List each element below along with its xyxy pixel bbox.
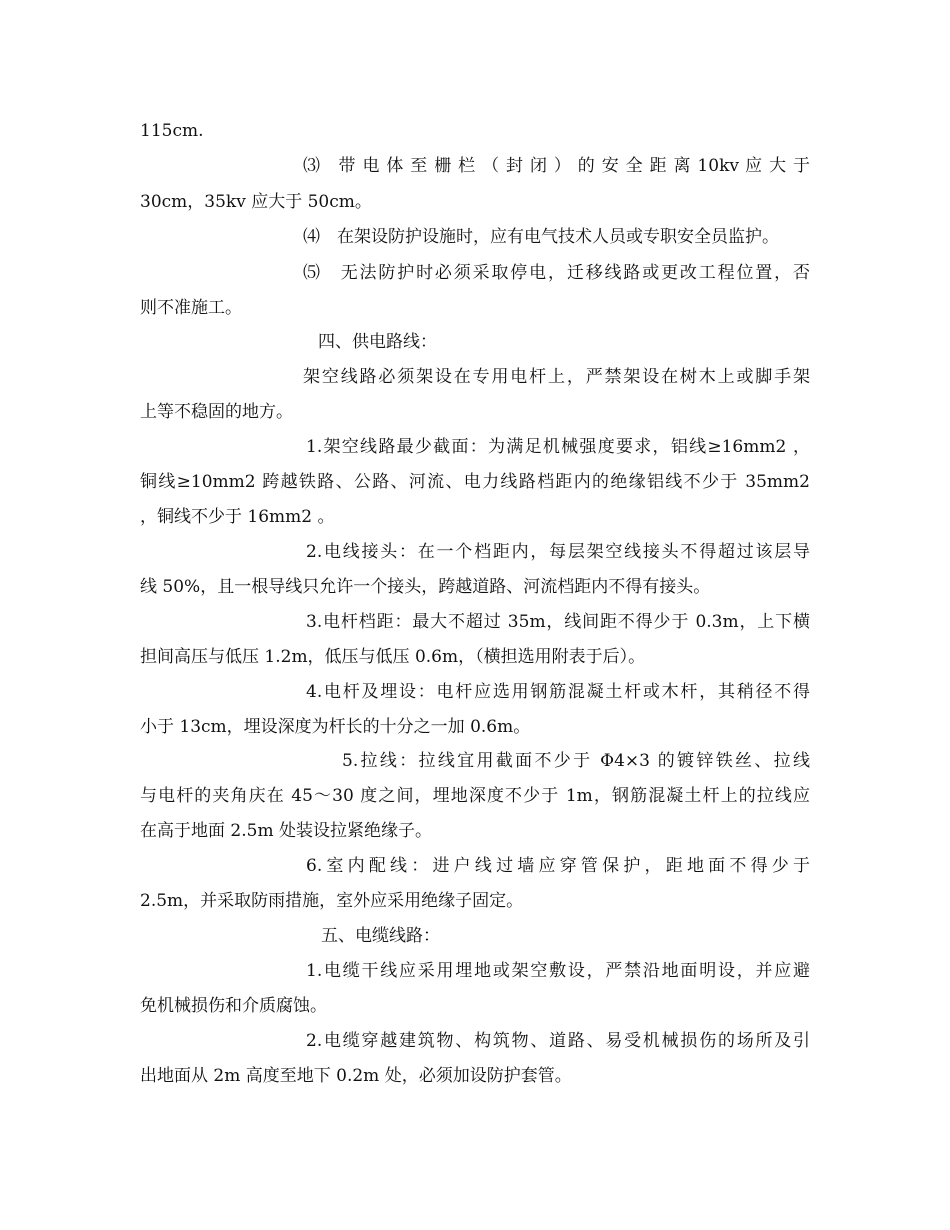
item-1-line: 1.电缆干线应采用埋地或架空敷设，严禁沿地面明设，并应避 [306,961,810,981]
text-line: 在高于地面 2.5m 处装设拉紧绝缘子。 [140,821,432,841]
item-4-line: 4.电杆及埋设：电杆应选用钢筋混凝土杆或木杆，其稍径不得 [306,682,810,702]
text-line: 与电杆的夹角庆在 45～30 度之间，埋地深度不少于 1m，钢筋混凝土杆上的拉线应 [140,786,810,806]
list-item-4: ⑷ 在架设防护设施时，应有电气技术人员或专职安全员监护。 [303,227,779,247]
text-line: 小于 13cm，埋设深度为杆长的十分之一加 0.6m。 [140,717,531,737]
text-line: 2.5m，并采取防雨措施，室外应采用绝缘子固定。 [140,891,524,911]
text-line: 出地面从 2m 高度至地下 0.2m 处，必须加设防护套管。 [140,1066,572,1086]
text-line: 上等不稳固的地方。 [140,402,293,422]
item-2-line: 2.电线接头：在一个档距内，每层架空线接头不得超过该层导 [306,542,810,562]
item-1-line: 1.架空线路最少截面：为满足机械强度要求，铝线≥16mm2 ， [306,437,810,457]
text-line: 免机械损伤和介质腐蚀。 [140,996,327,1016]
section-heading: 五、电缆线路： [321,926,440,946]
list-item-5: ⑸ 无法防护时必须采取停电，迁移线路或更改工程位置，否 [303,263,810,283]
item-6-line: 6.室内配线：进户线过墙应穿管保护，距地面不得少于 [306,856,810,876]
text-line: 线 50%，且一根导线只允许一个接头，跨越道路、河流档距内不得有接头。 [140,577,711,597]
item-2-line: 2.电缆穿越建筑物、构筑物、道路、易受机械损伤的场所及引 [306,1031,810,1051]
text-line: 30cm，35kv 应大于 50cm。 [140,192,372,212]
text-line: 115cm. [140,121,204,141]
text-line: 铜线≥10mm2 跨越铁路、公路、河流、电力线路档距内的绝缘铝线不少于 35mm2 [140,472,810,492]
text-line: 则不准施工。 [140,298,242,318]
list-item-3: ⑶ 带 电 体 至 栅 栏 （ 封 闭 ） 的 安 全 距 离 10kv 应 大 于 [303,156,810,176]
item-3-line: 3.电杆档距：最大不超过 35m，线间距不得少于 0.3m，上下横 [306,612,810,632]
text-line: 担间高压与低压 1.2m，低压与低压 0.6m，（横担选用附表于后）。 [140,647,646,667]
paragraph-line: 架空线路必须架设在专用电杆上，严禁架设在树木上或脚手架 [303,367,810,387]
section-heading: 四、供电路线： [318,332,437,352]
item-5-line: 5.拉线：拉线宜用截面不少于 Φ4×3 的镀锌铁丝、拉线 [342,751,810,771]
text-line: ，铜线不少于 16mm2 。 [140,507,335,527]
